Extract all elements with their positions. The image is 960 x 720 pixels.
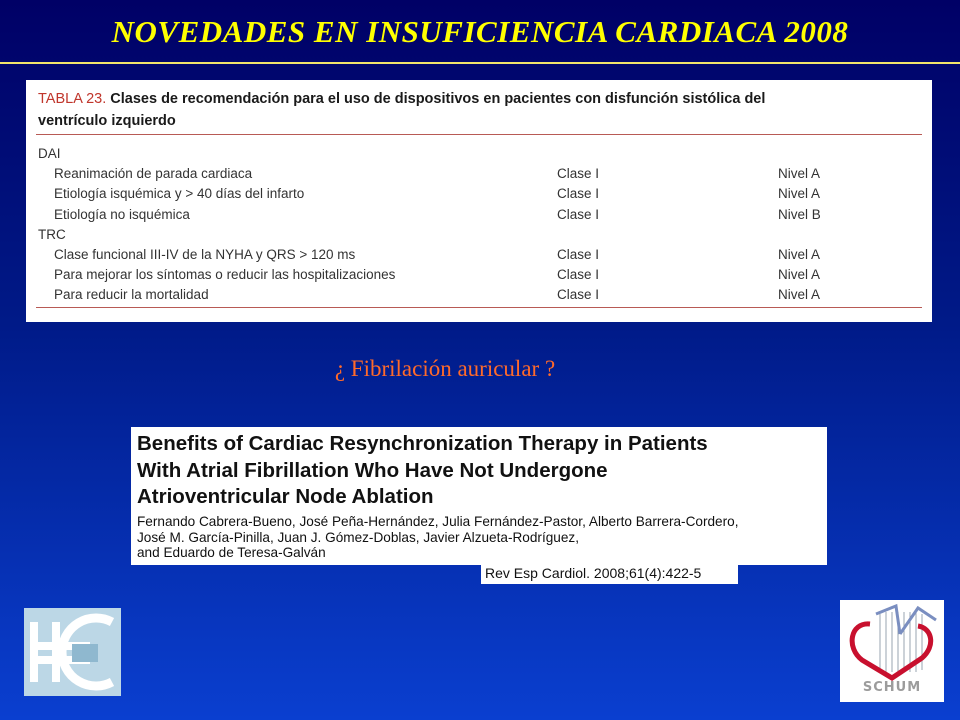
- title-divider: [0, 62, 960, 64]
- row-class: Clase I: [557, 246, 600, 262]
- paper-title-line2: With Atrial Fibrillation Who Have Not Undergone: [137, 458, 608, 482]
- slide-title: NOVEDADES EN INSUFICIENCIA CARDIACA 2008: [111, 14, 849, 49]
- recommendation-table: [26, 80, 932, 322]
- row-label: Reanimación de parada cardiaca: [54, 166, 253, 182]
- row-class: Clase I: [557, 267, 600, 283]
- row-level: Nivel A: [778, 246, 821, 262]
- schum-logo-text: SCHUM: [862, 680, 922, 695]
- paper-authors: [137, 514, 825, 561]
- row-label: DAI: [38, 146, 61, 161]
- authors-line2: José M. García-Pinilla, Juan J. Gómez-Doblas, Javier Alzueta-Rodríguez,: [137, 529, 579, 545]
- row-level: Nivel A: [778, 186, 821, 202]
- table-label: TABLA 23.: [38, 91, 107, 107]
- table-body: [38, 144, 918, 306]
- schum-logo: [840, 600, 944, 702]
- row-class: Clase I: [557, 186, 600, 202]
- table-row: [38, 144, 918, 164]
- row-label: Etiología no isquémica: [54, 206, 190, 222]
- paper-header: [131, 427, 827, 565]
- table-caption-line2: ventrículo izquierdo: [38, 113, 176, 129]
- paper-title-line3: Atrioventricular Node Ablation: [137, 485, 434, 508]
- row-level: Nivel B: [778, 206, 821, 222]
- row-label: Para reducir la mortalidad: [54, 287, 209, 303]
- authors-line3: and Eduardo de Teresa-Galván: [137, 545, 326, 560]
- row-level: Nivel A: [778, 287, 821, 303]
- row-class: Clase I: [557, 206, 600, 222]
- row-label: Para mejorar los síntomas o reducir las hospitalizaciones: [54, 267, 396, 283]
- question-heading: ¿ Fibrilación auricular ?: [334, 356, 556, 381]
- table-row: [38, 225, 918, 245]
- table-row: [38, 205, 918, 225]
- row-level: Nivel A: [778, 166, 821, 182]
- table-row: [38, 285, 918, 305]
- paper-title-line1: Benefits of Cardiac Resynchronization Therapy in Patients: [137, 432, 708, 455]
- table-top-rule: [36, 134, 922, 135]
- table-caption: [38, 88, 908, 132]
- table-row: [38, 184, 918, 204]
- table-caption-line1: Clases de recomendación para el uso de dispositivos en pacientes con disfunción sistólica del: [110, 91, 766, 107]
- row-label: Clase funcional III-IV de la NYHA y QRS > 120 ms: [54, 246, 356, 262]
- table-row: [38, 245, 918, 265]
- row-label: TRC: [38, 226, 66, 242]
- paper-title: [137, 431, 825, 511]
- authors-line1: Fernando Cabrera-Bueno, José Peña-Hernández, Julia Fernández-Pastor, Alberto Barrera-Cordero,: [137, 514, 739, 529]
- row-level: Nivel A: [778, 267, 821, 283]
- hc-logo: [24, 608, 121, 696]
- paper-citation: Rev Esp Cardiol. 2008;61(4):422-5: [481, 560, 738, 584]
- row-class: Clase I: [557, 287, 600, 303]
- table-bottom-rule: [36, 307, 922, 308]
- row-label: Etiología isquémica y > 40 días del infarto: [54, 186, 305, 202]
- hc-logo-icon: [24, 608, 121, 696]
- table-row: [38, 164, 918, 184]
- table-row: [38, 265, 918, 285]
- row-class: Clase I: [557, 166, 600, 182]
